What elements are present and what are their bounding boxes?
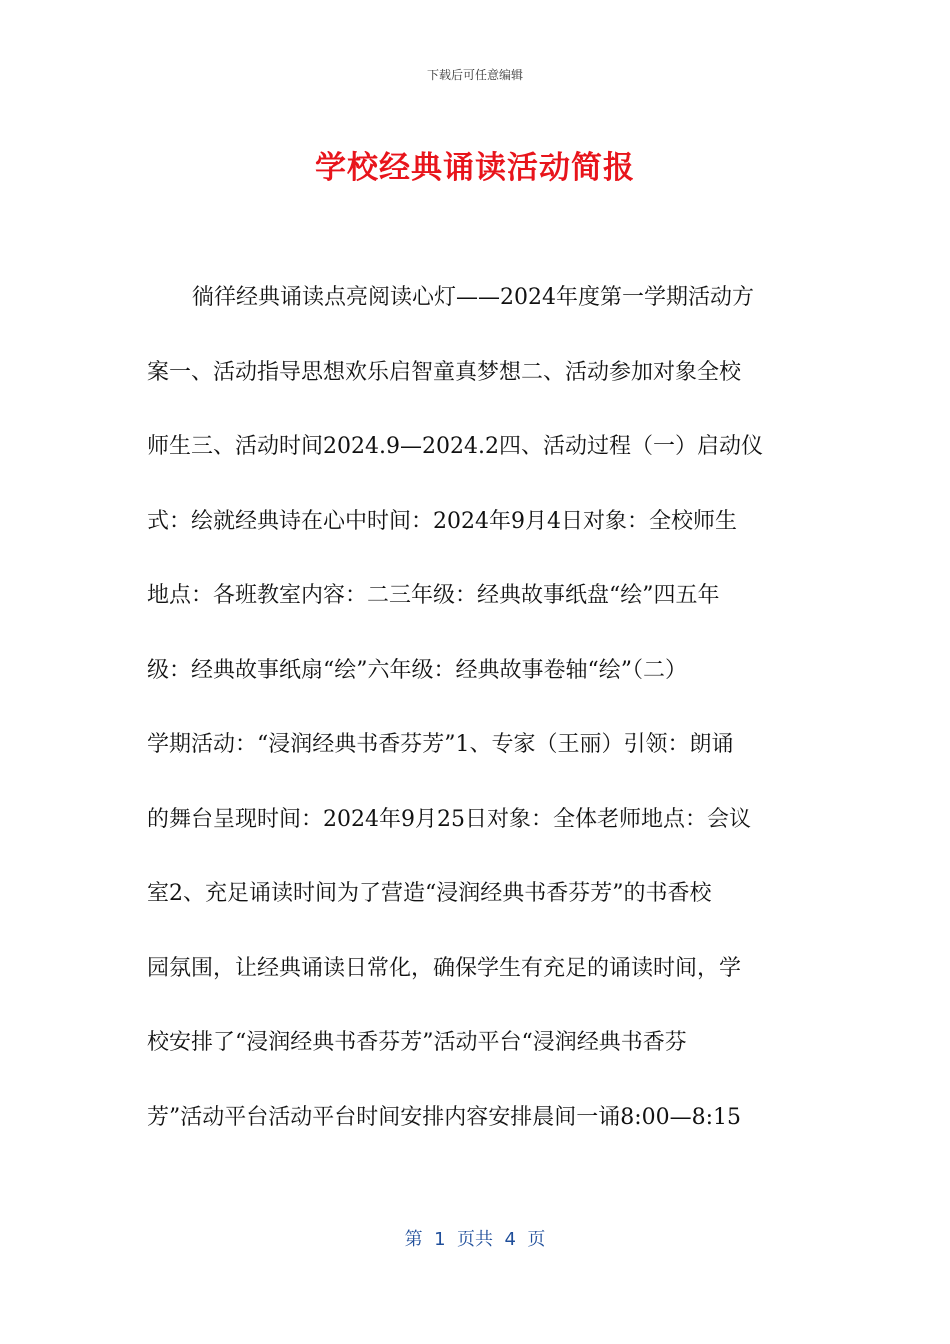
body-line: 芳”活动平台活动平台时间安排内容安排晨间一诵8:00—8:15 [147, 1104, 742, 1130]
body-text [147, 276, 827, 1170]
body-line: 学期活动：“浸润经典书香芬芳”1、专家（王丽）引领：朗诵 [147, 732, 734, 757]
body-line: 徜徉经典诵读点亮阅读心灯——2024年度第一学期活动方 [192, 285, 754, 310]
body-line: 校安排了“浸润经典书香芬芳”活动平台“浸润经典书香芬 [147, 1030, 687, 1055]
body-line: 的舞台呈现时间：2024年9月25日对象：全体老师地点：会议 [147, 806, 751, 832]
body-line: 室2、充足诵读时间为了营造“浸润经典书香芬芳”的书香校 [147, 881, 712, 906]
body-line: 园氛围，让经典诵读日常化，确保学生有充足的诵读时间，学 [147, 955, 742, 981]
body-line: 级：经典故事纸扇“绘”六年级：经典故事卷轴“绘”（二） [147, 657, 687, 683]
document-title: 学校经典诵读活动简报 [315, 150, 635, 186]
body-line: 师生三、活动时间2024.9—2024.2四、活动过程（一）启动仪 [147, 434, 763, 459]
body-line: 案一、活动指导思想欢乐启智童真梦想二、活动参加对象全校 [147, 359, 742, 385]
body-line: 式：绘就经典诗在心中时间：2024年9月4日对象：全校师生 [147, 508, 737, 534]
body-line: 地点：各班教室内容：二三年级：经典故事纸盘“绘”四五年 [147, 583, 720, 608]
page-footer: 第 1 页共 4 页 [404, 1229, 546, 1250]
header-note: 下载后可任意编辑 [426, 68, 523, 82]
